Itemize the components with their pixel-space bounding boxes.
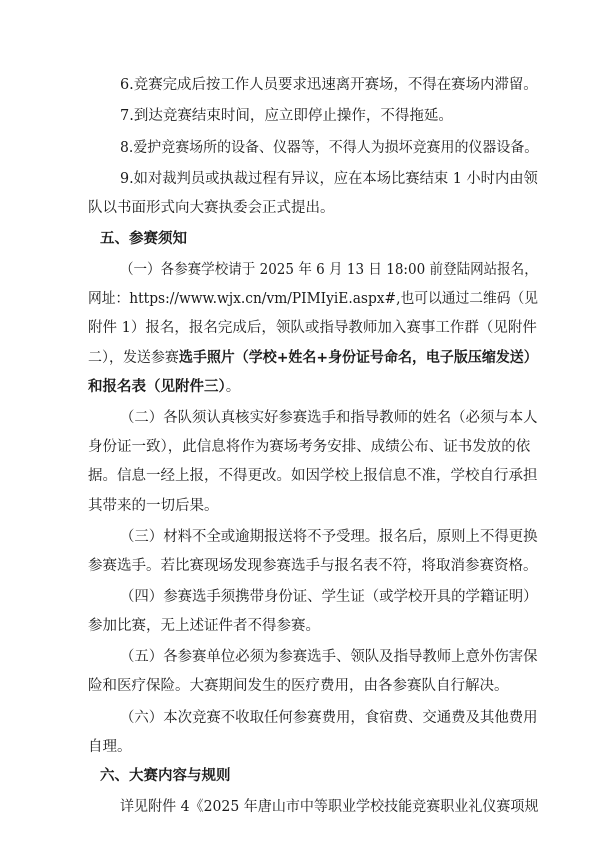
para-3-line-1: （三）材料不全或逾期报送将不予受理。报名后，原则上不得更换 <box>120 529 538 545</box>
section-6-line-1: 详见附件 4《2025 年唐山市中等职业学校技能竞赛职业礼仪赛项规 <box>120 799 539 815</box>
rule-item-9: 9.如对裁判员或执裁过程有异议，应在本场比赛结束 1 小时内由领 <box>120 171 538 187</box>
rule-item-6: 6.竞赛完成后按工作人员要求迅速离开赛场，不得在赛场内滞留。 <box>120 77 538 93</box>
para-1-line-5-bold: 和报名表（见附件三） <box>88 379 226 395</box>
section-heading-6: 六、大赛内容与规则 <box>100 768 231 784</box>
para-2-line-3: 据。信息一经上报，不得更改。如因学校上报信息不准，学校自行承担 <box>88 468 538 484</box>
para-1-line-4-text: 二），发送参赛 <box>88 350 179 366</box>
para-1-line-3: 附件 1）报名，报名完成后，领队或指导教师加入赛事工作群（见附件 <box>88 320 537 336</box>
rule-item-8: 8.爱护竞赛场所的设备、仪器等，不得人为损坏竞赛用的仪器设备。 <box>120 140 539 156</box>
para-2-line-2: 身份证一致），此信息将作为赛场考务安排、成绩公布、证书发放的依 <box>88 439 531 455</box>
para-1-line-5 <box>88 377 240 397</box>
para-3-line-2: 参赛选手。若比赛现场发现参赛选手与报名表不符，将取消参赛资格。 <box>88 558 538 574</box>
para-1-line-2: 网址：https://www.wjx.cn/vm/PIMIyiE.aspx#,也可以通过二维码（见 <box>88 291 539 307</box>
para-2-line-1: （二）各队须认真核实好参赛选手和指导教师的姓名（必须与本人 <box>120 410 538 426</box>
rule-item-9-cont: 队以书面形式向大赛执委会正式提出。 <box>88 200 335 216</box>
section-heading-5: 五、参赛须知 <box>100 231 187 247</box>
para-2-line-4: 其带来的一切后果。 <box>88 498 219 514</box>
para-4-line-2: 参加比赛，无上述证件者不得参赛。 <box>88 618 320 634</box>
para-4-line-1: （四）参赛选手须携带身份证、学生证（或学校开具的学籍证明） <box>120 589 538 605</box>
para-5-line-1: （五）各参赛单位必须为参赛选手、领队及指导教师上意外伤害保 <box>120 649 538 665</box>
para-6-line-2: 自理。 <box>88 739 132 755</box>
para-5-line-2: 险和医疗保险。大赛期间发生的医疗费用，由各参赛队自行解决。 <box>88 678 509 694</box>
rule-item-7: 7.到达竞赛结束时间，应立即停止操作，不得拖延。 <box>120 108 453 124</box>
para-1-line-4-bold: 选手照片（学校+姓名+身份证号命名，电子版压缩发送） <box>178 350 538 366</box>
para-1-line-4 <box>88 348 538 368</box>
para-6-line-1: （六）本次竞赛不收取任何参赛费用，食宿费、交通费及其他费用 <box>120 710 538 726</box>
para-1-line-5-text: 。 <box>225 379 241 395</box>
para-1-line-1: （一）各参赛学校请于 2025 年 6 月 13 日 18:00 前登陆网站报名， <box>120 262 538 278</box>
